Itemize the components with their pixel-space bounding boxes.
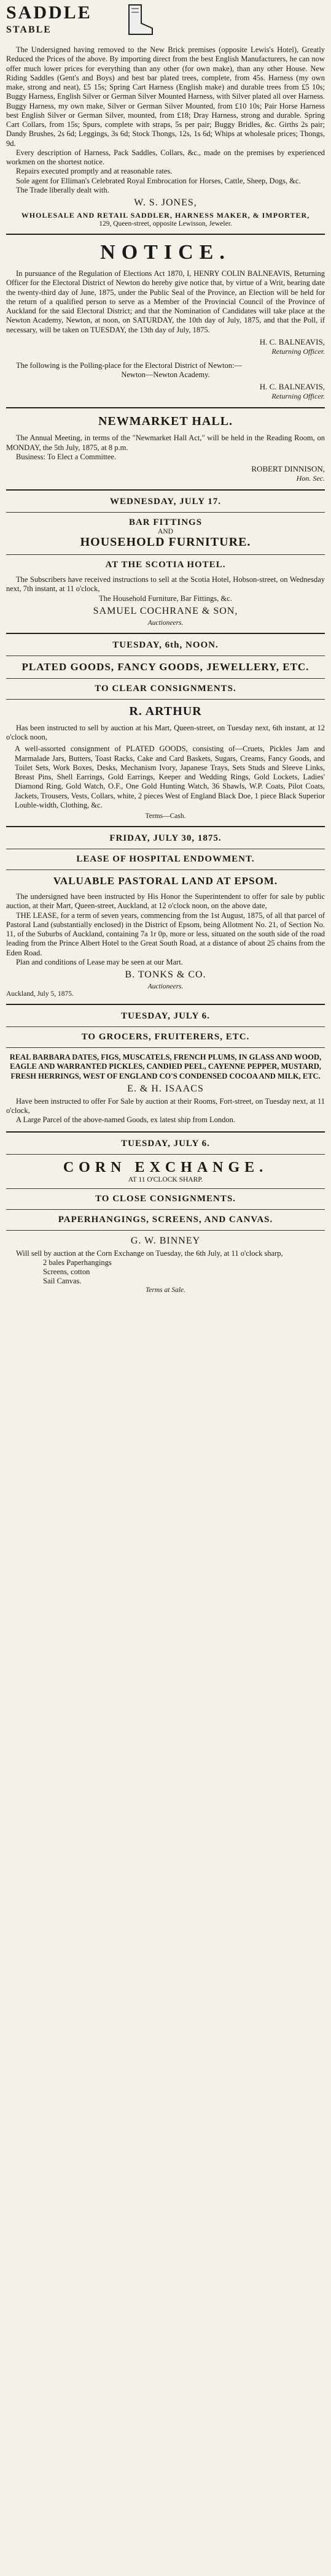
saddlery-role: WHOLESALE AND RETAIL SADDLER, HARNESS MAKER, & IMPORTER,: [21, 211, 310, 220]
saddlery-body4: Sole agent for Elliman's Celebrated Royal Embrocation for Horses, Cattle, Sheep, Dogs, &c.: [16, 176, 301, 185]
notice-polling-place: Newton—Newton Academy.: [121, 370, 210, 379]
notice-signer: H. C. BALNEAVIS,: [259, 337, 325, 346]
scotia-body2: The Household Furniture, Bar Fittings, &c.: [99, 594, 232, 603]
newmarket-title: NEWMARKET HALL.: [98, 415, 233, 429]
divider: [6, 699, 325, 700]
saddlery-body3: Repairs executed promptly and at reasonable rates.: [16, 167, 173, 176]
saddlery-header: [6, 2, 325, 45]
divider: [6, 1004, 325, 1005]
hospital-title: LEASE OF HOSPITAL ENDOWMENT.: [76, 854, 255, 864]
notice-title: NOTICE.: [100, 241, 231, 264]
notice-polling: The following is the Polling-place for the Electoral District of Newton:—: [16, 361, 242, 370]
corn-item1: 2 bales Paperhangings: [43, 1258, 112, 1267]
hospital-body2: THE LEASE, for a term of seven years, commencing from the 1st August, 1875, of all that parcel of Pastoral Land (substantially enclosed) in the District of Epsom, being Allotment No. 21, of Section No. 11, of the Suburbs of Auckland, containing 7a 1r 0p, more or less, situated on the south side of the road leading from the Prince Albert Hotel to the Great South Road, at a distance of about 25 chains from the Eden Road.: [6, 911, 325, 957]
divider: [6, 1026, 325, 1027]
corn-body: Will sell by auction at the Corn Exchange on Tuesday, the 6th July, at 11 o'clock sharp,: [16, 1248, 283, 1258]
divider: [6, 633, 325, 634]
scotia-line3: HOUSEHOLD FURNITURE.: [80, 535, 251, 549]
divider: [6, 407, 325, 408]
plated-list: A well-assorted consignment of PLATED GOODS, consisting of—Cruets, Pickles Jam and Marmalade Jars, Butters, Toast Racks, Cake and Card Baskets, Sugars, Creams, Fancy Goods, and Toilet Sets, Work Boxes, Desks, Mechanism Ivory, Japanese Trays, Sets Studs and Sleeve Links, Breast Pins, Shell Earrings, Gold Earrings, Keeper and Wedding Rings, Gold Lockets, Ladies' Diamond Ring, Gold Watch, O.F., One Gold Hunting Watch, 36 Shawls, W.P. Coats, Pilot Coats, Jackets, Trousers, Vests, Collars, white, 2 pieces West of England Black Doe, 1 piece Black Superior Louble-width, Clothing, &c.: [15, 744, 325, 809]
hospital-title2: VALUABLE PASTORAL LAND AT EPSOM.: [53, 875, 278, 887]
corn-title: CORN EXCHANGE.: [63, 1159, 268, 1175]
notice-signer2: H. C. BALNEAVIS,: [259, 382, 325, 392]
scotia-line1: BAR FITTINGS: [128, 518, 203, 527]
divider: [6, 678, 325, 679]
divider: [6, 1047, 325, 1048]
notice-signer2-role: Returning Officer.: [271, 392, 325, 401]
corn-item3: Sail Canvas.: [43, 1277, 82, 1286]
divider: [6, 1188, 325, 1189]
newmarket-body: The Annual Meeting, in terms of the "Newmarket Hall Act," will be held in the Reading Room, on MONDAY, the 5th July, 1875, at 8 p.m.: [6, 434, 325, 452]
hospital-body: The undersigned have been instructed by His Honor the Superintendent to offer for sale by public auction, at their Mart, Queen-street, Auckland, at 12 o'clock noon, on the above date,: [6, 892, 325, 911]
hospital-body3: Plan and conditions of Lease may be seen at our Mart.: [16, 957, 183, 966]
plated-terms: Terms—Cash.: [145, 812, 186, 820]
grocers-body3: A Large Parcel of the above-named Goods, ex latest ship from London.: [16, 1115, 235, 1125]
hospital-auctioneer-role: Auctioneers.: [147, 983, 184, 990]
scotia-body: The Subscribers have received instructions to sell at the Scotia Hotel, Hobson-street, on Wednesday next, 7th instant, at 11 o'clock,: [6, 575, 325, 594]
divider: [6, 869, 325, 870]
divider: [6, 489, 325, 491]
corn-name: G. W. BINNEY: [130, 1235, 201, 1246]
newmarket-signer-role: Hon. Sec.: [296, 474, 325, 483]
newmarket-business: Business: To Elect a Committee.: [16, 452, 117, 461]
grocers-body: REAL BARBARA DATES, FIGS, MUSCATELS, FRENCH PLUMS, IN GLASS AND WOOD, EAGLE AND WARRANTED PICKLES, CANDIED PEEL, CAYENNE PEPPER, MUSTARD, FRESH HERRINGS, WEST OF ENGLAND CO'S CONDENSED COCOA AND MILK, ETC.: [9, 1053, 322, 1080]
plated-name: R. ARTHUR: [129, 704, 202, 718]
scotia-auctioneer: SAMUEL COCHRANE & SON,: [93, 605, 238, 616]
divider: [6, 554, 325, 555]
divider: [6, 512, 325, 513]
notice-signer-role: Returning Officer.: [271, 346, 325, 356]
grocers-date: TUESDAY, JULY 6.: [121, 1011, 210, 1021]
saddlery-body2: Every description of Harness, Pack Saddles, Collars, &c., made on the premises by experienced workmen on the shortest notice.: [6, 148, 325, 166]
scotia-line2: AND: [158, 528, 173, 535]
divider: [6, 1131, 325, 1133]
plated-body: Has been instructed to sell by auction at his Mart, Queen-street, on Tuesday next, 6th instant, at 12 o'clock noon,: [6, 723, 325, 741]
boot-icon: [123, 2, 157, 37]
newmarket-signer: ROBERT DINNISON,: [251, 464, 325, 473]
hospital-dateline: Auckland, July 5, 1875.: [6, 990, 74, 998]
scotia-date: WEDNESDAY, JULY 17.: [110, 497, 221, 506]
saddlery-body: The Undersigned having removed to the New Brick premises (opposite Lewis's Hotel), Greatly Reduced the Prices of the above. By importing direct from the best English Manufacturers, he can now offer much lower prices for everything than any other (for own make), than any other House. New Riding Saddles (Gent's and Boys) and best bar plated trees, complete, from 45s. Harness (my own make, strong and neat), £5 15s; Spring Cart Harness (English make) and durable trees from £5 10s; Buggy Harness, English Silver or German Silver Mounted Harness, with Silver plated all over Harness. Buggy Harness, my own make, Silver or German Silver Mounted, from £10 10s; Pair Horse Harness best English Silver or German Silver, mounted, from £18; Dray Harness, strong and durable. Spring Cart Collars, from 15s; Spurs, complete with straps, 5s per pair; Buggy Bridles, &c. Girths 2s pair; Dandy Brushes, 2s 6d; Leggings, 3s 6d; Stock Thongs, 12s, 1s 6d; Whips at wholesale prices; Thongs, 9d.: [6, 45, 325, 148]
grocers-auctioneer: E. & H. ISAACS: [127, 1083, 204, 1094]
divider: [6, 826, 325, 827]
saddlery-body5: The Trade liberally dealt with.: [16, 185, 109, 194]
divider: [6, 1154, 325, 1155]
divider: [6, 1209, 325, 1210]
plated-date: TUESDAY, 6th, NOON.: [112, 640, 219, 650]
hospital-date: FRIDAY, JULY 30, 1875.: [109, 833, 222, 843]
corn-title2: PAPERHANGINGS, SCREENS, AND CANVAS.: [58, 1214, 273, 1225]
saddlery-address: 129, Queen-street, opposite Lewisson, Jeweler.: [99, 220, 232, 227]
grocers-title: TO GROCERS, FRUITERERS, ETC.: [81, 1032, 250, 1042]
divider: [6, 655, 325, 656]
plated-title: PLATED GOODS, FANCY GOODS, JEWELLERY, ETC.: [21, 660, 310, 673]
notice-body: In pursuance of the Regulation of Elections Act 1870, I, HENRY COLIN BALNEAVIS, Returning Officer for the Electoral District of Newton do hereby give notice that, by virtue of a Writ, bearing date the twenty-third day of June, 1875, under the Public Seal of the Province, an Election will be held for the return of a qualified person to serve as a Member of the Provincial Council of the Province of Auckland for the said Electoral District; and that the Nomination of Candidates will take place at the Newton Academy, Newton, at noon, on SATURDAY, the 10th day of July, 1875, and that the Poll, if necessary, will be taken on TUESDAY, the 13th day of July, 1875.: [6, 269, 325, 334]
hospital-auctioneer: B. TONKS & CO.: [125, 969, 206, 980]
divider: [6, 1230, 325, 1231]
corn-terms: Terms at Sale.: [145, 1286, 186, 1294]
grocers-body2: Have been instructed to offer For Sale by auction at their Rooms, Fort-street, on Tuesday next, at 11 o'clock,: [6, 1096, 325, 1115]
corn-time: AT 11 O'CLOCK SHARP.: [128, 1175, 203, 1183]
corn-sub: TO CLOSE CONSIGNMENTS.: [95, 1193, 236, 1204]
corn-date: TUESDAY, JULY 6.: [121, 1138, 210, 1148]
saddlery-signer: W. S. JONES,: [134, 197, 197, 208]
scotia-line4: AT THE SCOTIA HOTEL.: [105, 560, 226, 570]
corn-item2: Screens, cotton: [43, 1267, 90, 1276]
saddlery-subtitle: STABLE: [6, 25, 52, 35]
saddlery-title: SADDLE: [6, 2, 92, 23]
divider: [6, 234, 325, 235]
plated-sub: TO CLEAR CONSIGNMENTS.: [95, 683, 236, 694]
scotia-auctioneer-role: Auctioneers.: [147, 619, 184, 627]
